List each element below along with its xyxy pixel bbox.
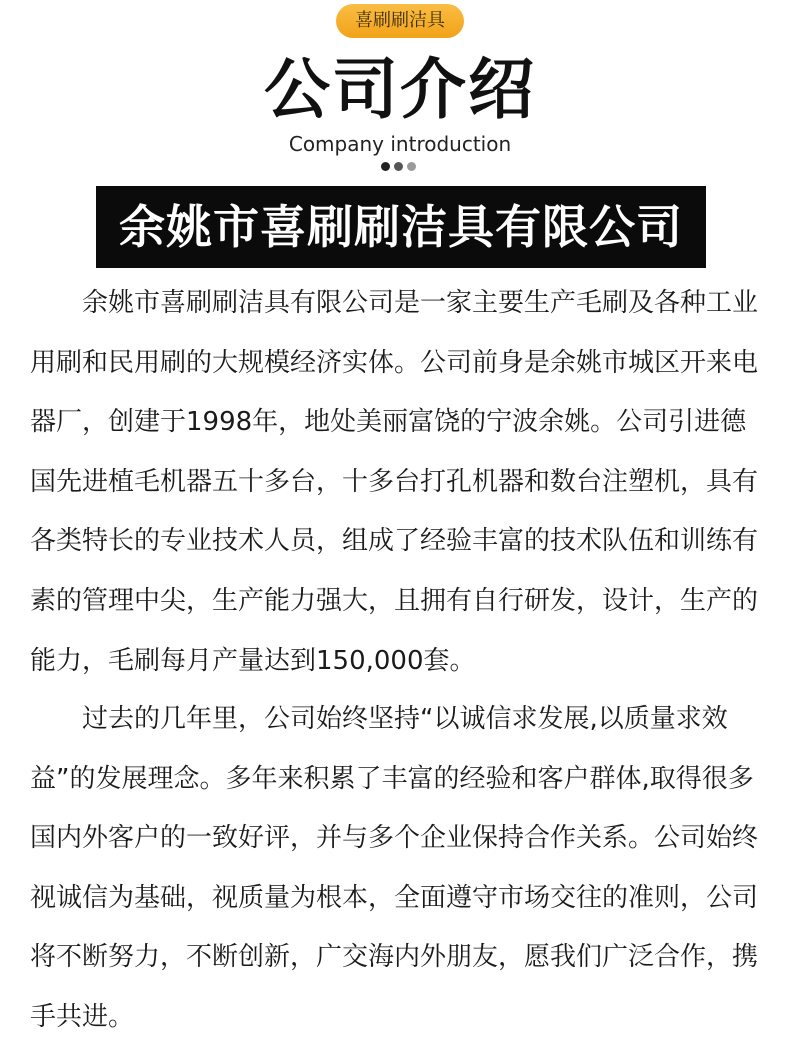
intro-paragraph-2: 过去的几年里，公司始终坚持“以诚信求发展,以质量求效益”的发展理念。多年来积累了丰富的经验和客户群体,取得很多国内外客户的一致好评，并与多个企业保持合作关系。公司始终视诚信为基础，视质量为根本，全面遵守市场交往的准则，公司将不断努力，不断创新，广交海内外朋友，愿我们广泛合作，携手共进。 <box>30 704 759 1032</box>
dot-icon <box>394 162 403 171</box>
dot-icon <box>381 162 390 171</box>
brand-badge: 喜刷刷洁具 <box>336 4 464 38</box>
company-name-banner: 余姚市喜刷刷洁具有限公司 <box>96 186 706 268</box>
intro-paragraph-1: 余姚市喜刷刷洁具有限公司是一家主要生产毛刷及各种工业用刷和民用刷的大规模经济实体。公司前身是余姚市城区开来电器厂，创建于1998年，地处美丽富饶的宁波余姚。公司引进德国先进植毛机器五十多台，十多台打孔机器和数台注塑机，具有各类特长的专业技术人员，组成了经验丰富的技术队伍和训练有素的管理中尖，生产能力强大，且拥有自行研发，设计，生产的能力，毛刷每月产量达到150,000套。 <box>30 288 759 676</box>
dot-icon <box>407 162 416 171</box>
page-title: 公司介绍 <box>264 51 536 128</box>
page-subtitle: Company introduction <box>288 132 512 156</box>
decorative-dots <box>381 162 421 172</box>
